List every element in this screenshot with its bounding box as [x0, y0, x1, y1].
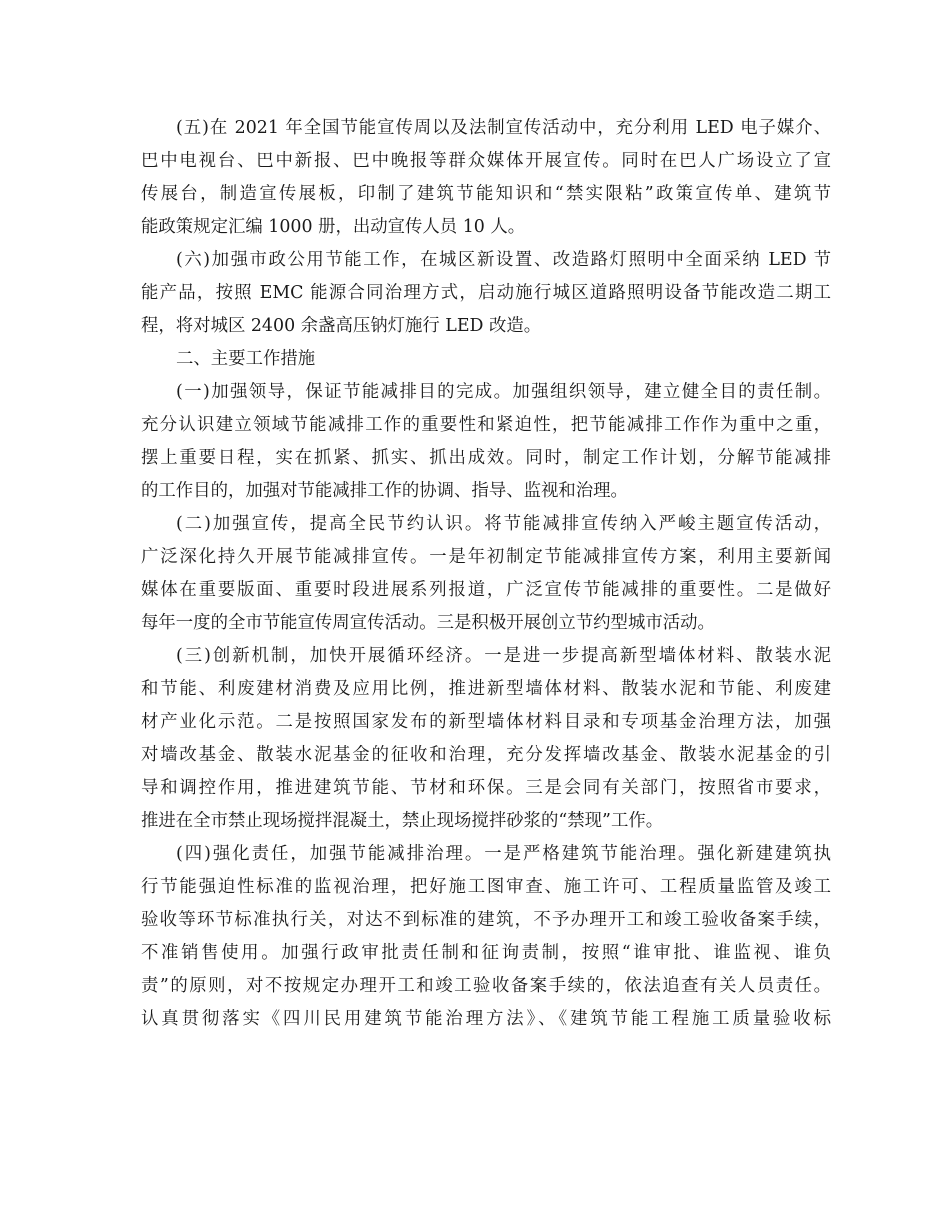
text-line: (五)在 2021 年全国节能宣传周以及法制宣传活动中，充分利用 LED 电子媒介、: [176, 118, 831, 138]
text-line: 验收等环节标准执行关，对达不到标准的建筑，不予办理开工和竣工验收备案手续，: [141, 910, 831, 930]
text-line: 程，将对城区 2400 余盏高压钠灯施行 LED 改造。: [141, 316, 542, 336]
text-line: (三)创新机制，加快开展循环经济。一是进一步提高新型墙体材料、散装水泥: [176, 646, 831, 666]
text-line: 二、主要工作措施: [176, 349, 316, 369]
paragraph: [141, 112, 831, 244]
text-line: 材产业化示范。二是按照国家发布的新型墙体材料目录和专项基金治理方法，加强: [141, 712, 831, 732]
text-line: 充分认识建立领域节能减排工作的重要性和紧迫性，把节能减排工作作为重中之重，: [141, 415, 831, 435]
document-body: [141, 112, 831, 1036]
paragraph: [141, 508, 831, 640]
text-line: 导和调控作用，推进建筑节能、节材和环保。三是会同有关部门，按照省市要求，: [141, 778, 831, 798]
text-line: 推进在全市禁止现场搅拌混凝土，禁止现场搅拌砂浆的“禁现”工作。: [141, 811, 664, 831]
text-line: 责”的原则，对不按规定办理开工和竣工验收备案手续的，依法追查有关人员责任。: [141, 976, 831, 996]
text-line: 行节能强迫性标准的监视治理，把好施工图审查、施工许可、工程质量监管及竣工: [141, 877, 831, 897]
text-line: 巴中电视台、巴中新报、巴中晚报等群众媒体开展宣传。同时在巴人广场设立了宣: [141, 151, 831, 171]
text-line: 能政策规定汇编 1000 册，出动宣传人员 10 人。: [141, 217, 526, 237]
text-line: 每年一度的全市节能宣传周宣传活动。三是积极开展创立节约型城市活动。: [141, 613, 715, 633]
text-line: 和节能、利废建材消费及应用比例，推进新型墙体材料、散装水泥和节能、利废建: [141, 679, 831, 699]
paragraph: [141, 838, 831, 1036]
text-line: 摆上重要日程，实在抓紧、抓实、抓出成效。同时，制定工作计划，分解节能减排: [141, 448, 831, 468]
text-line: (四)强化责任，加强节能减排治理。一是严格建筑节能治理。强化新建建筑执: [176, 844, 831, 864]
paragraph: [141, 244, 831, 343]
text-line: (二)加强宣传，提高全民节约认识。将节能减排宣传纳入严峻主题宣传活动，: [176, 514, 831, 534]
text-line: (一)加强领导，保证节能减排目的完成。加强组织领导，建立健全目的责任制。: [176, 382, 831, 402]
paragraph: [141, 376, 831, 508]
text-line: (六)加强市政公用节能工作，在城区新设置、改造路灯照明中全面采纳 LED 节: [176, 250, 831, 270]
text-line: 认真贯彻落实《四川民用建筑节能治理方法》、《建筑节能工程施工质量验收标: [141, 1009, 831, 1029]
paragraph: [141, 640, 831, 838]
text-line: 不准销售使用。加强行政审批责任制和征询责制，按照“谁审批、谁监视、谁负: [141, 943, 831, 963]
text-line: 能产品，按照 EMC 能源合同治理方式，启动施行城区道路照明设备节能改造二期工: [141, 283, 831, 303]
text-line: 媒体在重要版面、重要时段进展系列报道，广泛宣传节能减排的重要性。二是做好: [141, 580, 831, 600]
text-line: 广泛深化持久开展节能减排宣传。一是年初制定节能减排宣传方案，利用主要新闻: [141, 547, 831, 567]
section-heading: [141, 343, 831, 376]
text-line: 传展台，制造宣传展板，印制了建筑节能知识和“禁实限粘”政策宣传单、建筑节: [141, 184, 831, 204]
text-line: 的工作目的，加强对节能减排工作的协调、指导、监视和治理。: [141, 481, 628, 501]
text-line: 对墙改基金、散装水泥基金的征收和治理，充分发挥墙改基金、散装水泥基金的引: [141, 745, 831, 765]
